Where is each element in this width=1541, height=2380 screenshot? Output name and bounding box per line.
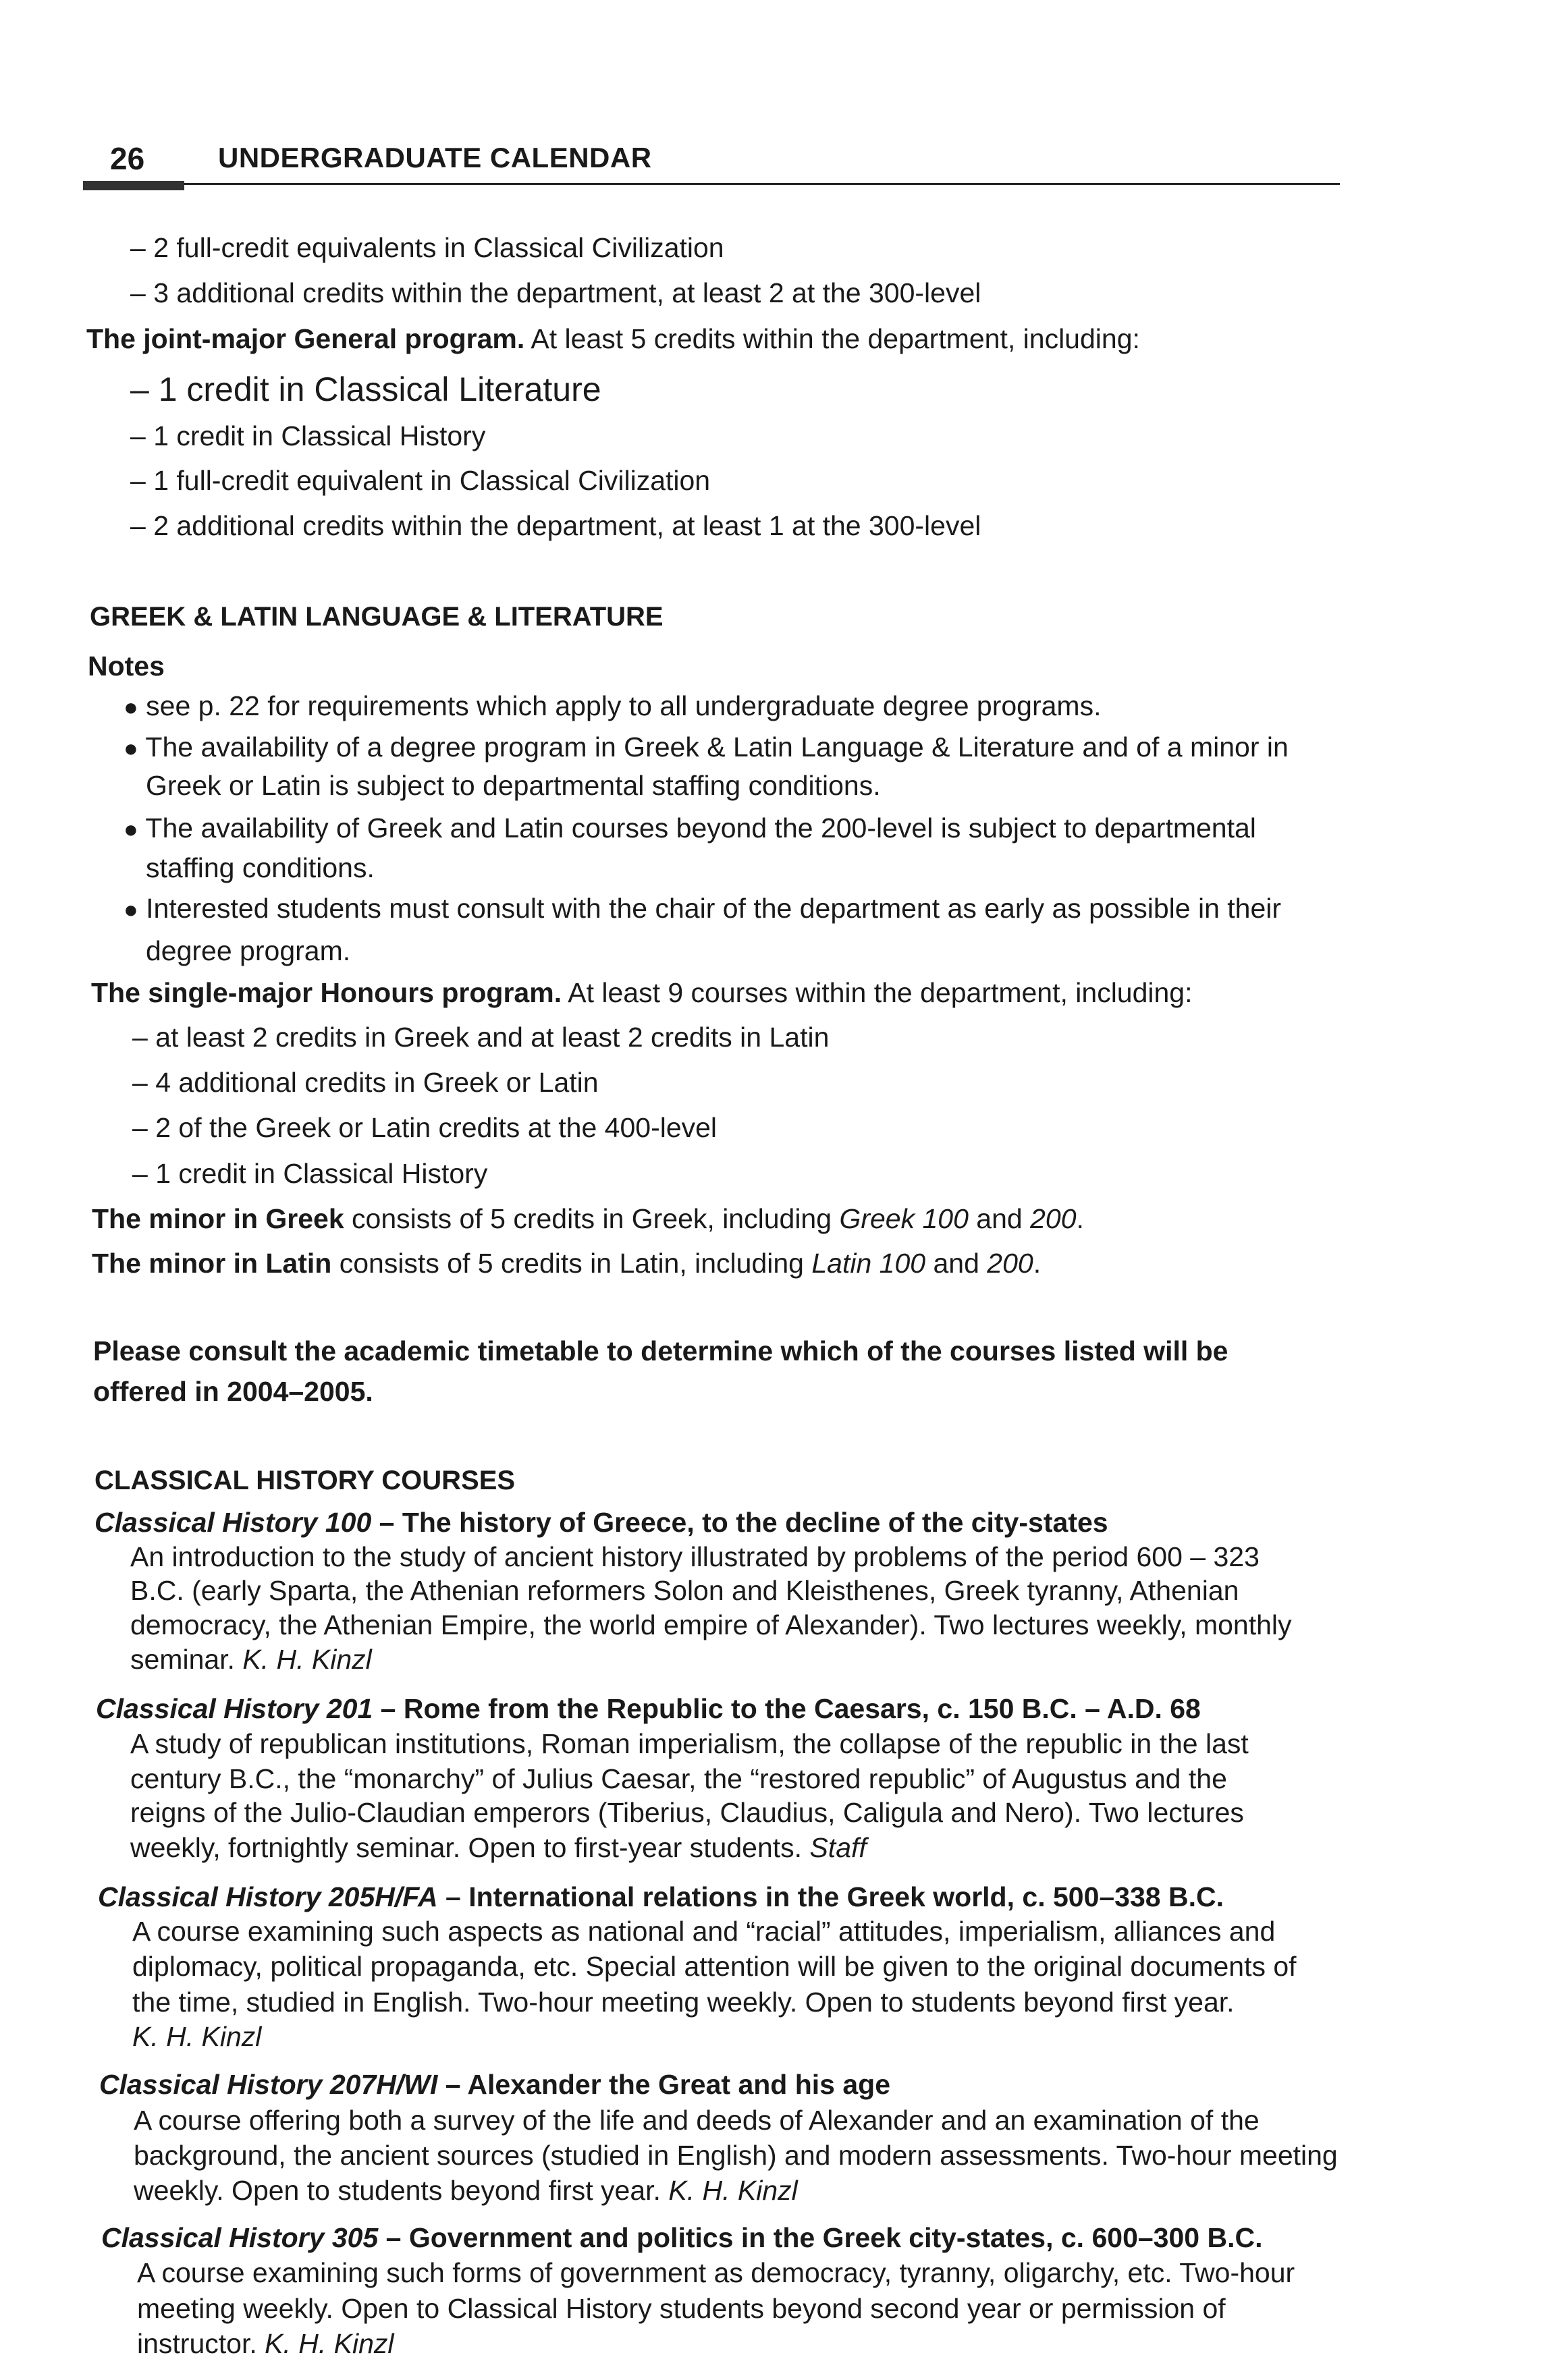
- instructor: K. H. Kinzl: [265, 2328, 394, 2359]
- minor-latin: The minor in Latin consists of 5 credits in Latin, including Latin 100 and 200.: [92, 1248, 1042, 1279]
- course-title: [101, 2221, 1262, 2254]
- note-item: ● Interested students must consult with the chair of the department as early as possible in their: [124, 893, 1282, 924]
- course-description-line: meeting weekly. Open to Classical History students beyond second year or permission of: [137, 2293, 1226, 2324]
- list-item: – 3 additional credits within the department, at least 2 at the 300-level: [130, 277, 981, 308]
- course-code: Classical History 207H/WI: [99, 2069, 438, 2100]
- joint-major-paragraph: [86, 323, 1140, 356]
- list-item: – 2 additional credits within the department, at least 1 at the 300-level: [130, 510, 981, 541]
- list-item: – 1 credit in Classical History: [130, 420, 486, 451]
- timetable-notice-continuation: offered in 2004–2005.: [93, 1376, 373, 1407]
- course-description-line: A study of republican institutions, Roman imperialism, the collapse of the republic in the last: [130, 1728, 1249, 1759]
- header-rule-block: [83, 181, 184, 190]
- list-item: – 1 full-credit equivalent in Classical Civilization: [130, 465, 711, 496]
- note-continuation: Greek or Latin is subject to departmental staffing conditions.: [146, 770, 881, 801]
- running-head: UNDERGRADUATE CALENDAR: [218, 142, 652, 173]
- courses-heading: CLASSICAL HISTORY COURSES: [94, 1466, 516, 1495]
- bullet-icon: ●: [124, 895, 138, 923]
- course-description-line: A course examining such aspects as national and “racial” attitudes, imperialism, alliances and: [132, 1916, 1276, 1947]
- list-item: – 2 of the Greek or Latin credits at the 400-level: [132, 1112, 718, 1143]
- program-lead: The single-major Honours program.: [91, 977, 562, 1008]
- program-text: At least 9 courses within the department, including:: [562, 977, 1193, 1008]
- list-item: – 4 additional credits in Greek or Latin: [132, 1067, 599, 1098]
- instructor: K. H. Kinzl: [132, 2021, 262, 2052]
- course-description-line: An introduction to the study of ancient history illustrated by problems of the period 600 – 323: [130, 1541, 1260, 1572]
- list-item: – 1 credit in Classical History: [132, 1158, 488, 1189]
- instructor: K. H. Kinzl: [668, 2175, 798, 2206]
- page-number: 26: [110, 141, 145, 176]
- list-item: – 2 full-credit equivalents in Classical Civilization: [130, 232, 724, 263]
- section-heading: GREEK & LATIN LANGUAGE & LITERATURE: [90, 602, 664, 632]
- course-description-line: reigns of the Julio-Claudian emperors (Tiberius, Claudius, Caligula and Nero). Two lectures: [130, 1797, 1244, 1828]
- course-code: Classical History 205H/FA: [98, 1881, 438, 1912]
- course-code: Classical History 100: [94, 1507, 372, 1538]
- course-name: – Alexander the Great and his age: [437, 2069, 890, 2100]
- note-item: ● The availability of a degree program in Greek & Latin Language & Literature and of a minor in: [124, 731, 1289, 763]
- course-description-line: instructor. K. H. Kinzl: [137, 2328, 394, 2359]
- note-item: ● see p. 22 for requirements which apply to all undergraduate degree programs.: [124, 690, 1102, 721]
- course-description-line: A course examining such forms of government as democracy, tyranny, oligarchy, etc. Two-hour: [137, 2257, 1295, 2288]
- instructor: K. H. Kinzl: [242, 1644, 372, 1675]
- course-description-line: background, the ancient sources (studied in English) and modern assessments. Two-hour meeting: [134, 2140, 1338, 2171]
- course-title: [94, 1506, 1108, 1539]
- course-description-line: A course offering both a survey of the life and deeds of Alexander and an examination of the: [134, 2105, 1260, 2136]
- bullet-icon: ●: [124, 693, 138, 721]
- note-continuation: staffing conditions.: [146, 852, 375, 883]
- course-description-line: weekly. Open to students beyond first year. K. H. Kinzl: [134, 2175, 798, 2206]
- course-name: – The history of Greece, to the decline of the city-states: [371, 1507, 1108, 1538]
- course-description-line: democracy, the Athenian Empire, the world empire of Alexander). Two lectures weekly, monthly: [130, 1609, 1292, 1640]
- course-description-line: the time, studied in English. Two-hour meeting weekly. Open to students beyond first year.: [132, 1987, 1235, 2018]
- course-name: – International relations in the Greek world, c. 500–338 B.C.: [437, 1881, 1224, 1912]
- program-lead: The joint-major General program.: [86, 323, 525, 354]
- course-code: Classical History 305: [101, 2222, 379, 2253]
- minor-greek: The minor in Greek consists of 5 credits in Greek, including Greek 100 and 200.: [92, 1203, 1084, 1234]
- list-item: – at least 2 credits in Greek and at least 2 credits in Latin: [132, 1022, 830, 1053]
- course-description-line: B.C. (early Sparta, the Athenian reformers Solon and Kleisthenes, Greek tyranny, Athenian: [130, 1575, 1239, 1606]
- course-name: – Rome from the Republic to the Caesars, c. 150 B.C. – A.D. 68: [373, 1693, 1201, 1724]
- bullet-icon: ●: [124, 734, 138, 762]
- single-major-paragraph: [91, 976, 1193, 1009]
- course-description-line: [132, 2020, 261, 2053]
- note-continuation: degree program.: [146, 935, 351, 966]
- program-text: At least 5 credits within the department, including:: [524, 323, 1140, 354]
- course-description-line: century B.C., the “monarchy” of Julius Caesar, the “restored republic” of Augustus and the: [130, 1763, 1227, 1794]
- bullet-icon: ●: [124, 815, 138, 843]
- timetable-notice: Please consult the academic timetable to determine which of the courses listed will be: [93, 1335, 1228, 1366]
- page-header: [0, 128, 1541, 202]
- note-item: ● The availability of Greek and Latin courses beyond the 200-level is subject to departmental: [124, 812, 1256, 843]
- course-title: [99, 2068, 890, 2101]
- course-description-line: weekly, fortnightly seminar. Open to first-year students. Staff: [130, 1832, 867, 1863]
- instructor: Staff: [809, 1832, 867, 1863]
- course-description-line: diplomacy, political propaganda, etc. Special attention will be given to the original documents of: [132, 1951, 1297, 1982]
- course-description-line: seminar. K. H. Kinzl: [130, 1644, 372, 1675]
- course-title: [96, 1692, 1201, 1725]
- notes-heading: Notes: [88, 651, 165, 682]
- course-code: Classical History 201: [96, 1693, 373, 1724]
- course-name: – Government and politics in the Greek city-states, c. 600–300 B.C.: [378, 2222, 1263, 2253]
- header-rule: [83, 183, 1340, 185]
- course-title: [98, 1881, 1224, 1914]
- list-item: – 1 credit in Classical Literature: [130, 370, 601, 408]
